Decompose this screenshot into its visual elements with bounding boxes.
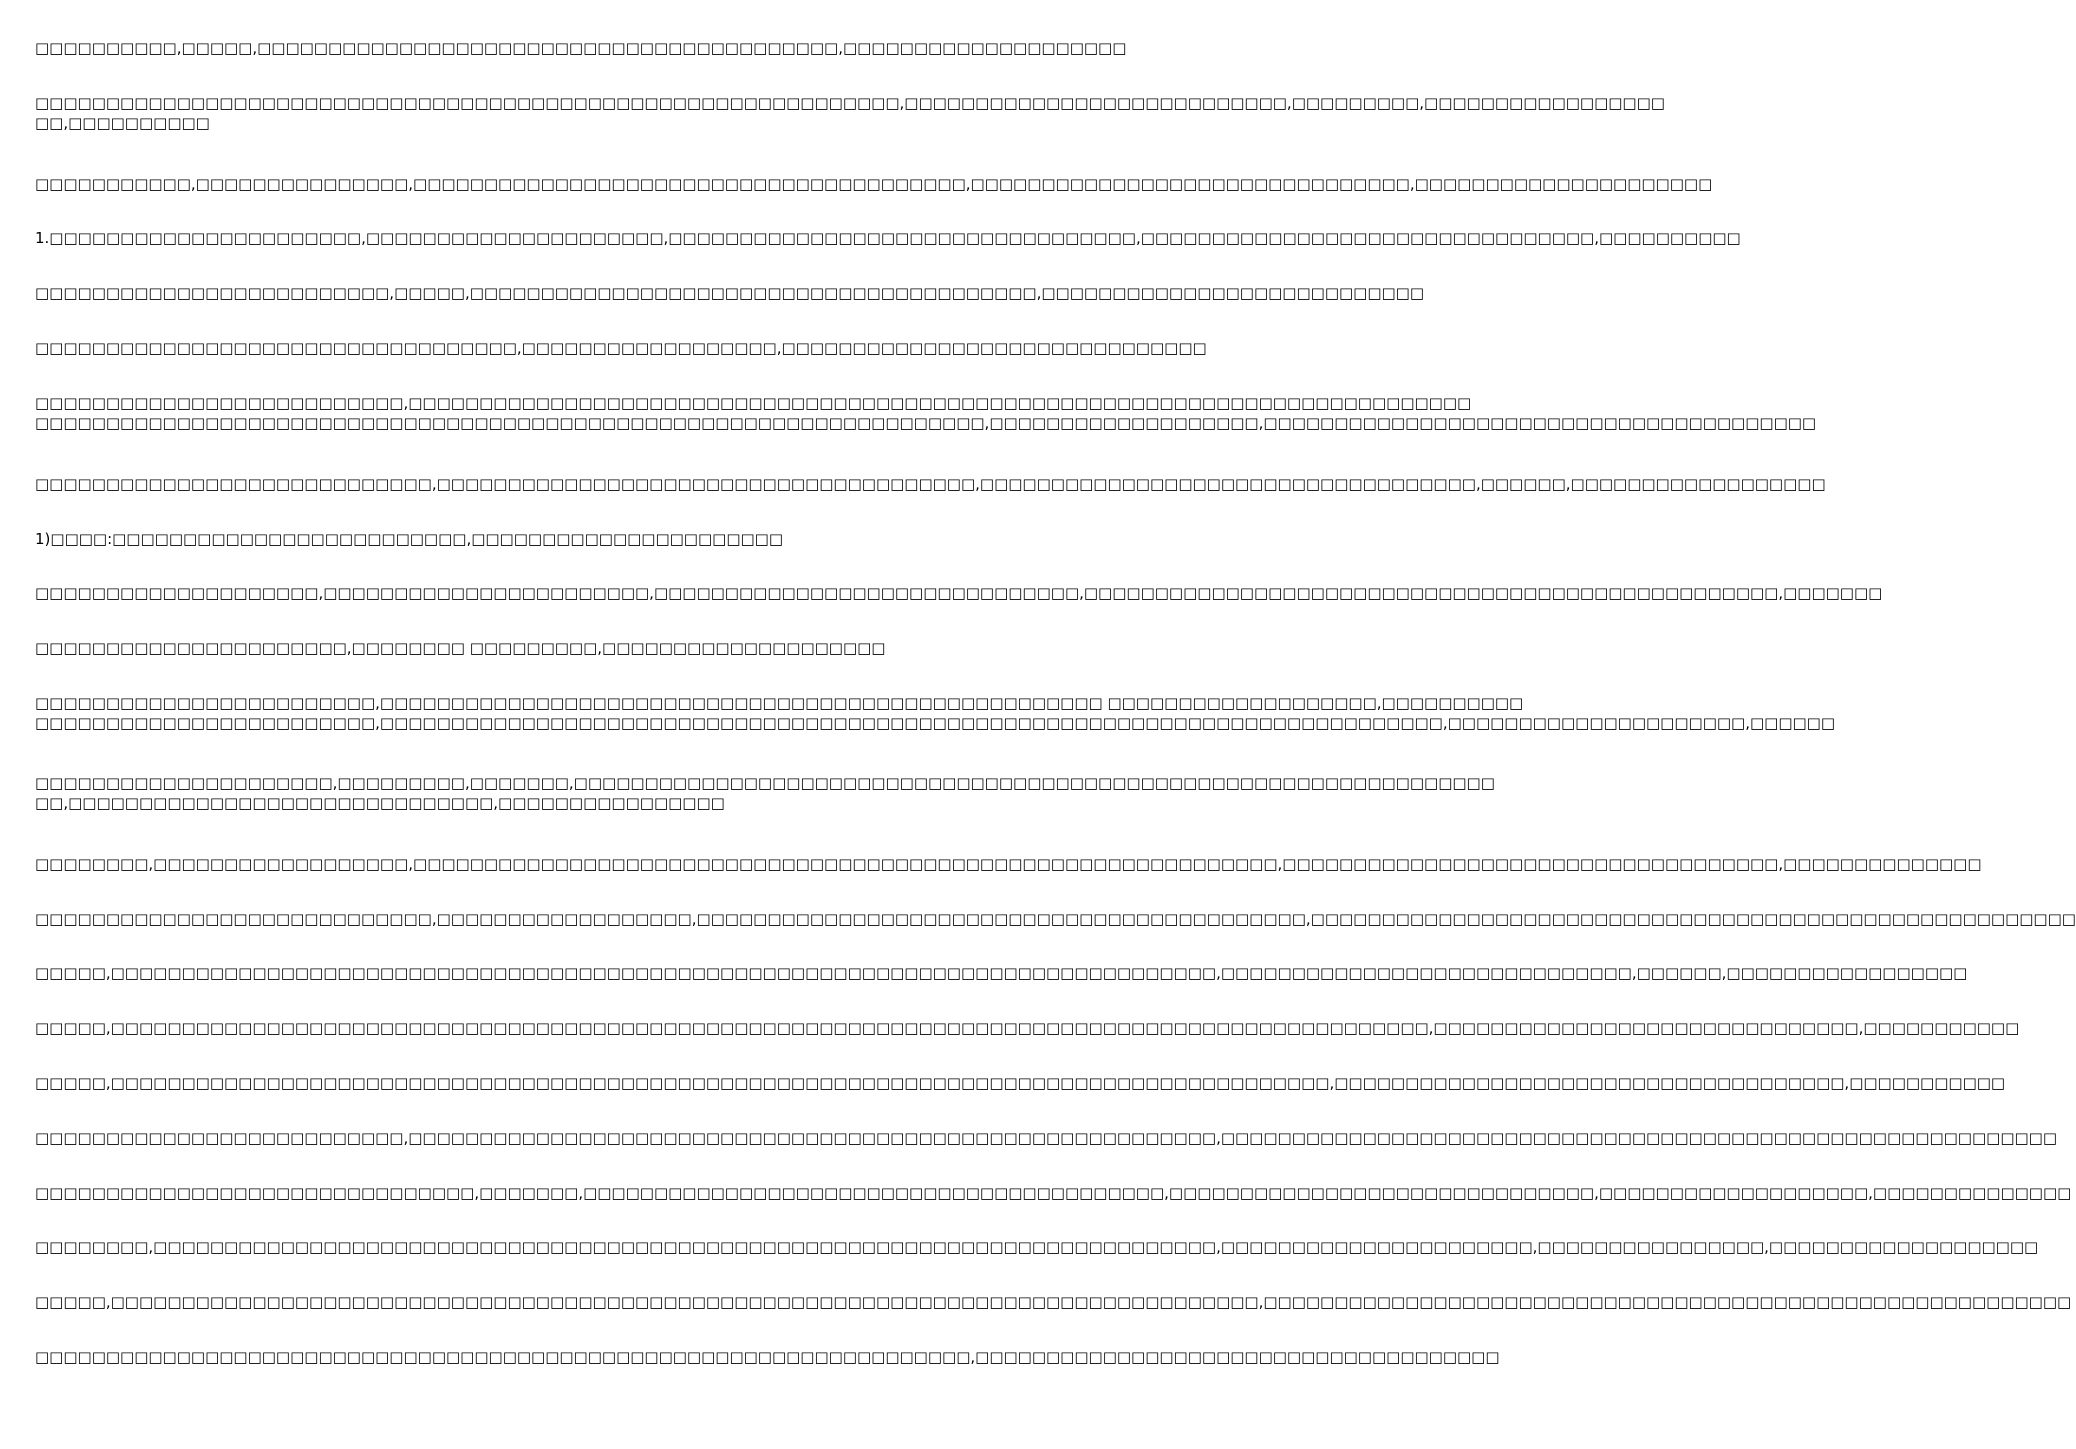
paragraph-11: □□□□□□□□□□□□□□□□□□□□□□,□□□□□□□□ □□□□□□□□□,□□□□□□□□□□□□□□□□□□□□ (35, 639, 886, 657)
paragraph-7: □□□□□□□□□□□□□□□□□□□□□□□□□□,□□□□□□□□□□□□□□□□□□□□□□□□□□□□□□□□□□□□□□□□□□□□□□□□□□□□□□□□□□□□□□□□□□□□□□□□□□□ □□□□□□□□□□□□□□□□□□□□□□□□□□□□□□□□□□□□□□□□□□□□□□□□□□□□□□□□□□□□□□□□□□□,□□□□□□□□□□□□□□□□□□□,□□□□□□□□□□□□□□□□□□□□□□□□□□□□□□□□□□□□□□□ (35, 394, 1817, 432)
paragraph-14: □□□□□□□□,□□□□□□□□□□□□□□□□□□,□□□□□□□□□□□□□□□□□□□□□□□□□□□□□□□□□□□□□□□□□□□□□□□□□□□□□□□□□□□□□,□□□□□□□□□□□□□□□□□□□□□□□□□□□□□□□□□□□,□□□□□□□□□□□□□□ (35, 855, 1982, 873)
paragraph-9: 1)□□□□:□□□□□□□□□□□□□□□□□□□□□□□□□,□□□□□□□□□□□□□□□□□□□□□□ (35, 530, 784, 548)
paragraph-13: □□□□□□□□□□□□□□□□□□□□□,□□□□□□□□□,□□□□□□□,□□□□□□□□□□□□□□□□□□□□□□□□□□□□□□□□□□□□□□□□□□□□□□□□□□□□□□□□□□□□□□□□□ □□,□□□□□□□□□□□□□□□□□□□□□□□□□□□□□□,□□□□□□□□□□□□□□□□ (35, 774, 1495, 812)
paragraph-22: □□□□□,□□□□□□□□□□□□□□□□□□□□□□□□□□□□□□□□□□□□□□□□□□□□□□□□□□□□□□□□□□□□□□□□□□□□□□□□□□□□□□□□□,□□□□□□□□□□□□□□□□□□□□□□□□□□□□□□□□□□□□□□□□□□□□□□□□□□□□□□□□□ (35, 1293, 2072, 1311)
paragraph-8: □□□□□□□□□□□□□□□□□□□□□□□□□□□□,□□□□□□□□□□□□□□□□□□□□□□□□□□□□□□□□□□□□□□,□□□□□□□□□□□□□□□□□□□□□□□□□□□□□□□□□□□,□□□□□□,□□□□□□□□□□□□□□□□□□ (35, 475, 1826, 493)
paragraph-3: □□□□□□□□□□□,□□□□□□□□□□□□□□□,□□□□□□□□□□□□□□□□□□□□□□□□□□□□□□□□□□□□□□□,□□□□□□□□□□□□□□□□□□□□□□□□□□□□□□□,□□□□□□□□□□□□□□□□□□□□□ (35, 175, 1713, 193)
paragraph-18: □□□□□,□□□□□□□□□□□□□□□□□□□□□□□□□□□□□□□□□□□□□□□□□□□□□□□□□□□□□□□□□□□□□□□□□□□□□□□□□□□□□□□□□□□□□□,□□□□□□□□□□□□□□□□□□□□□□□□□□□□□□□□□□□□,□□□□□□□□□□□ (35, 1074, 2006, 1092)
paragraph-12: □□□□□□□□□□□□□□□□□□□□□□□□,□□□□□□□□□□□□□□□□□□□□□□□□□□□□□□□□□□□□□□□□□□□□□□□□□□□ □□□□□□□□□□□□□□□□□□□,□□□□□□□□□□ □□□□□□□□□□□□□□□□□□□□□□□□,□□□□□□□□□□□□□□□□□□□□□□□□□□□□□□□□□□□□□□□□□□□□□□□□□□□□□□□□□□□□□□□□□□□□□□□□□□□,□□□□□□□□□□□□□□□□□□□□□,□□□□□□ (35, 694, 1836, 732)
paragraph-16: □□□□□,□□□□□□□□□□□□□□□□□□□□□□□□□□□□□□□□□□□□□□□□□□□□□□□□□□□□□□□□□□□□□□□□□□□□□□□□□□□□□□,□□□□□□□□□□□□□□□□□□□□□□□□□□□□□,□□□□□□,□□□□□□□□□□□□□□□□□ (35, 964, 1968, 982)
paragraph-19: □□□□□□□□□□□□□□□□□□□□□□□□□□,□□□□□□□□□□□□□□□□□□□□□□□□□□□□□□□□□□□□□□□□□□□□□□□□□□□□□□□□□,□□□□□□□□□□□□□□□□□□□□□□□□□□□□□□□□□□□□□□□□□□□□□□□□□□□□□□□□□□□ (35, 1129, 2058, 1147)
paragraph-15: □□□□□□□□□□□□□□□□□□□□□□□□□□□□,□□□□□□□□□□□□□□□□□□,□□□□□□□□□□□□□□□□□□□□□□□□□□□□□□□□□□□□□□□□□□□,□□□□□□□□□□□□□□□□□□□□□□□□□□□□□□□□□□□□□□□□□□□□□□□□□□□□□□ (35, 910, 2076, 928)
paragraph-1: □□□□□□□□□□,□□□□□,□□□□□□□□□□□□□□□□□□□□□□□□□□□□□□□□□□□□□□□□□,□□□□□□□□□□□□□□□□□□□□ (35, 39, 1127, 57)
paragraph-5: □□□□□□□□□□□□□□□□□□□□□□□□□,□□□□□,□□□□□□□□□□□□□□□□□□□□□□□□□□□□□□□□□□□□□□□□,□□□□□□□□□□□□□□□□□□□□□□□□□□□ (35, 284, 1425, 302)
paragraph-17: □□□□□,□□□□□□□□□□□□□□□□□□□□□□□□□□□□□□□□□□□□□□□□□□□□□□□□□□□□□□□□□□□□□□□□□□□□□□□□□□□□□□□□□□□□□□□□□□□□□,□□□□□□□□□□□□□□□□□□□□□□□□□□□□□□,□□□□□□□□□□□ (35, 1019, 2020, 1037)
paragraph-21: □□□□□□□□,□□□□□□□□□□□□□□□□□□□□□□□□□□□□□□□□□□□□□□□□□□□□□□□□□□□□□□□□□□□□□□□□□□□□□□□□□□□,□□□□□□□□□□□□□□□□□□□□□□,□□□□□□□□□□□□□□□□,□□□□□□□□□□□□□□□□□□□ (35, 1238, 2039, 1256)
paragraph-23: □□□□□□□□□□□□□□□□□□□□□□□□□□□□□□□□□□□□□□□□□□□□□□□□□□□□□□□□□□□□□□□□□□,□□□□□□□□□□□□□□□□□□□□□□□□□□□□□□□□□□□□□ (35, 1348, 1500, 1366)
paragraph-10: □□□□□□□□□□□□□□□□□□□□,□□□□□□□□□□□□□□□□□□□□□□□,□□□□□□□□□□□□□□□□□□□□□□□□□□□□□□,□□□□□□□□□□□□□□□□□□□□□□□□□□□□□□□□□□□□□□□□□□□□□□□□□,□□□□□□□ (35, 584, 1883, 602)
paragraph-4: 1.□□□□□□□□□□□□□□□□□□□□□□,□□□□□□□□□□□□□□□□□□□□□,□□□□□□□□□□□□□□□□□□□□□□□□□□□□□□□□□,□□□□□□□□□□□□□□□□□□□□□□□□□□□□□□□□,□□□□□□□□□□ (35, 229, 1741, 247)
paragraph-20: □□□□□□□□□□□□□□□□□□□□□□□□□□□□□□□,□□□□□□□,□□□□□□□□□□□□□□□□□□□□□□□□□□□□□□□□□□□□□□□□□,□□□□□□□□□□□□□□□□□□□□□□□□□□□□□□,□□□□□□□□□□□□□□□□□□□,□□□□□□□□□□□□□□ (35, 1184, 2072, 1202)
paragraph-2: □□□□□□□□□□□□□□□□□□□□□□□□□□□□□□□□□□□□□□□□□□□□□□□□□□□□□□□□□□□□□,□□□□□□□□□□□□□□□□□□□□□□□□□□□,□□□□□□□□□,□□□□□□□□□□□□□□□□□ □□,□□□□□□□□□□ (35, 94, 1665, 132)
paragraph-6: □□□□□□□□□□□□□□□□□□□□□□□□□□□□□□□□□□,□□□□□□□□□□□□□□□□□□,□□□□□□□□□□□□□□□□□□□□□□□□□□□□□□ (35, 339, 1207, 357)
